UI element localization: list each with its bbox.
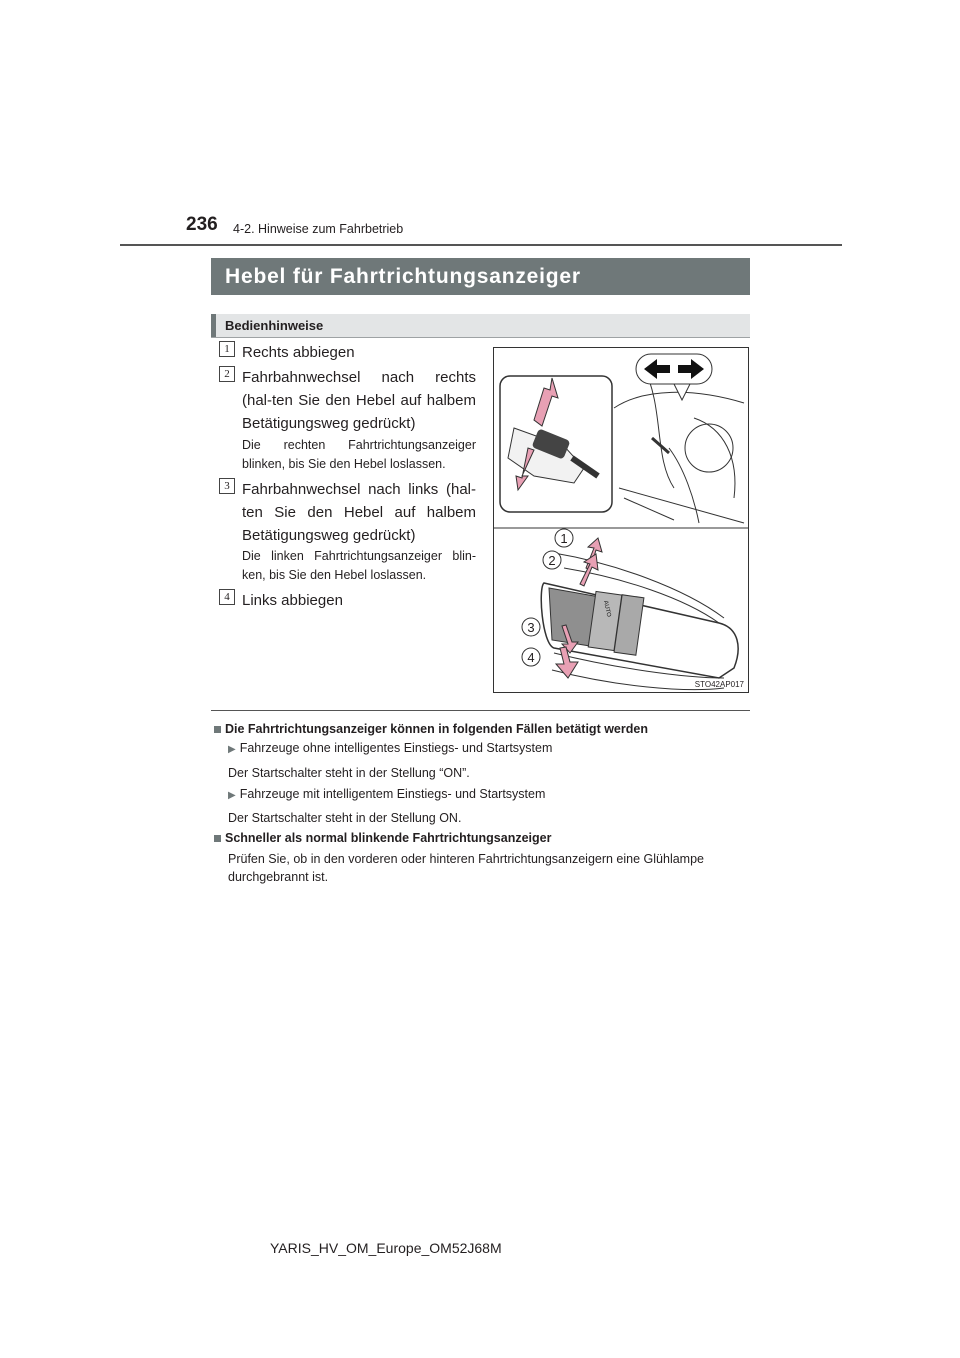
callout-3: 3	[527, 620, 535, 635]
callout-1: 1	[560, 531, 568, 546]
turn-signal-arrows-icon	[636, 354, 712, 400]
note-bullet-2	[228, 787, 545, 801]
item-number-3: 3	[219, 478, 235, 494]
square-bullet-icon	[214, 835, 221, 842]
note-text-2: Der Startschalter steht in der Stellung ON.	[228, 811, 462, 825]
item-text-2: Fahrbahnwechsel nach rechts (hal-ten Sie den Hebel auf halbem Betätigungsweg gedrückt)	[242, 369, 476, 432]
subheading-accent	[211, 314, 216, 337]
triangle-bullet-icon: ▶	[228, 744, 236, 755]
item-text-4: Links abbiegen	[242, 592, 343, 609]
item-number-2: 2	[219, 366, 235, 382]
subheading-bar	[211, 314, 750, 338]
figure-code: STO42AP017	[694, 680, 744, 689]
item-note-2: Die rechten Fahrtrichtungsanzeiger blinken, bis Sie den Hebel loslassen.	[242, 438, 476, 471]
section-divider	[211, 710, 750, 711]
item-note-3: Die linken Fahrtrichtungsanzeiger blin-ken, bis Sie den Hebel loslassen.	[242, 549, 476, 582]
lever-closeup	[522, 529, 738, 690]
section-reference: 4-2. Hinweise zum Fahrbetrieb	[233, 222, 404, 236]
triangle-bullet-icon: ▶	[228, 790, 236, 801]
item-text-1: Rechts abbiegen	[242, 344, 355, 361]
note-heading-1-text: Die Fahrtrichtungsanzeiger können in folgenden Fällen betätigt werden	[225, 722, 648, 736]
note-bullet-1-text: Fahrzeuge ohne intelligentes Einstiegs- und Startsystem	[239, 741, 553, 755]
auto-label: AUTO	[602, 600, 612, 618]
section-title: Hebel für Fahrtrichtungsanzeiger	[211, 258, 750, 295]
page-number: 236	[186, 214, 218, 235]
item-text-3: Fahrbahnwechsel nach links (hal-ten Sie den Hebel auf halbem Betätigungsweg gedrückt)	[242, 481, 476, 544]
callout-4: 4	[527, 650, 535, 665]
note-heading-1	[214, 722, 648, 736]
square-bullet-icon	[214, 726, 221, 733]
item-number-4: 4	[219, 589, 235, 605]
subheading-text: Bedienhinweise	[225, 318, 324, 333]
lever-illustration	[493, 347, 749, 693]
note-heading-2-text: Schneller als normal blinkende Fahrtrichtungsanzeiger	[225, 831, 552, 845]
item-number-1: 1	[219, 341, 235, 357]
note-text-3: Prüfen Sie, ob in den vorderen oder hinteren Fahrtrichtungsanzeigern eine Glühlampe durchgebrannt ist.	[228, 852, 704, 884]
inset-hand-lever	[500, 376, 612, 512]
note-bullet-2-text: Fahrzeuge mit intelligentem Einstiegs- und Startsystem	[239, 787, 546, 801]
note-bullet-1	[228, 741, 552, 755]
callout-2: 2	[548, 553, 556, 568]
note-text-1: Der Startschalter steht in der Stellung “ON”.	[228, 766, 470, 780]
header-divider	[120, 244, 842, 246]
note-heading-2	[214, 831, 551, 845]
footer-document-id: YARIS_HV_OM_Europe_OM52J68M	[270, 1240, 502, 1256]
